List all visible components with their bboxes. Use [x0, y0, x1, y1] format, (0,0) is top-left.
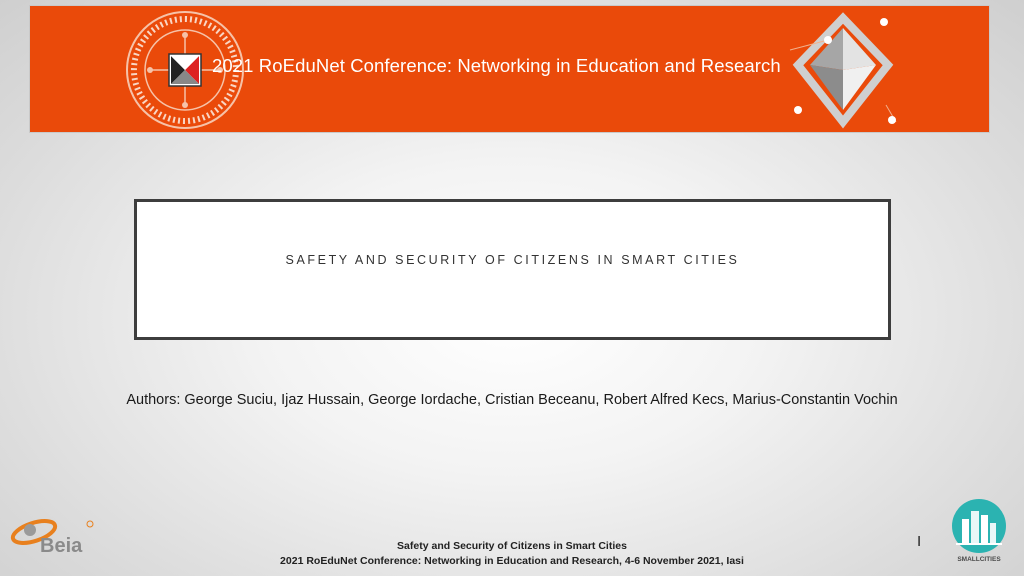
- footer-line-2: 2021 RoEduNet Conference: Networking in Education and Research, 4-6 November 2021, Iasi: [280, 555, 744, 567]
- slide-title: SAFETY AND SECURITY OF CITIZENS IN SMART CITIES: [285, 253, 740, 267]
- page-number: I: [917, 533, 922, 550]
- slide-footer: [0, 539, 1024, 569]
- smallcities-logo: [948, 497, 1010, 563]
- beia-logo-text: Beia: [40, 535, 83, 557]
- slide-title-box: [134, 199, 891, 340]
- conference-banner: [29, 5, 990, 133]
- smallcities-logo-text: SMALLCITIES: [957, 556, 1001, 563]
- footer-line-1: Safety and Security of Citizens in Smart Cities: [397, 540, 627, 552]
- conference-title: 2021 RoEduNet Conference: Networking in Education and Research: [212, 55, 781, 76]
- authors-line: Authors: George Suciu, Ijaz Hussain, George Iordache, Cristian Beceanu, Robert Alfred Kecs, Marius-Constantin Vochin: [126, 392, 898, 408]
- pyramid-logo: [788, 10, 898, 130]
